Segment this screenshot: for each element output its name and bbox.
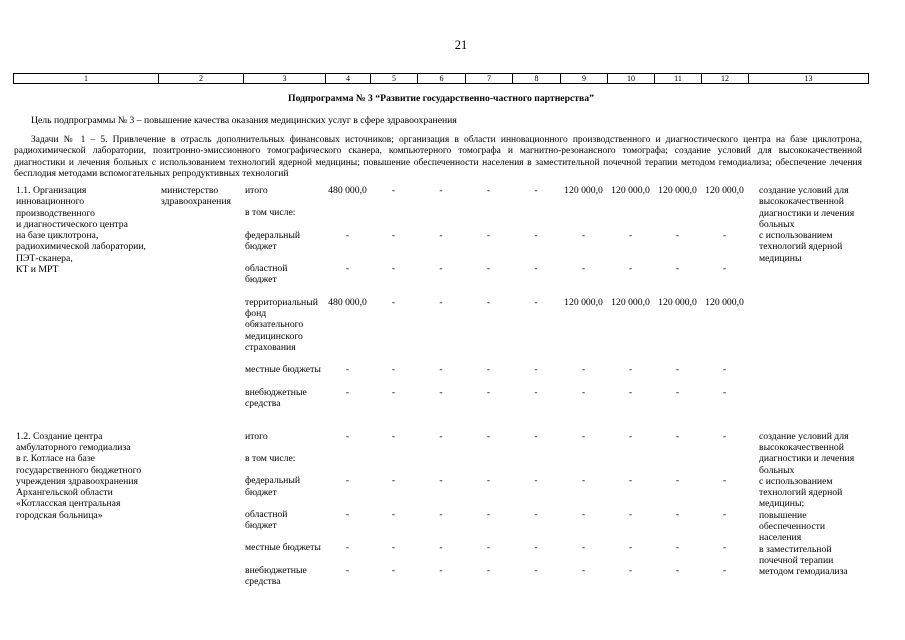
funding-source-line: средства <box>245 397 281 409</box>
funding-value: - <box>345 364 350 376</box>
column-number-cell: 8 <box>512 74 560 83</box>
funding-value: - <box>486 185 491 196</box>
funding-value: - <box>345 542 350 554</box>
expected-result-line: в заместительной <box>759 543 832 555</box>
activity-name-line: городская больница» <box>16 509 103 521</box>
funding-value: - <box>486 386 491 398</box>
column-number-cell: 1 <box>84 74 88 83</box>
funding-value: - <box>534 364 538 376</box>
tasks-line: диагностики и лечения больных с использованием технологий ядерной медицины; повышение обеспеченности населения в заместительной почечной терапии методом гемодиализа; обеспечение лечения <box>14 157 862 168</box>
expected-result-line: больных <box>759 218 795 230</box>
funding-value: - <box>534 564 538 576</box>
funding-value: - <box>391 296 396 308</box>
funding-value: - <box>345 263 350 275</box>
subprogram-title: Подпрограмма № 3 “Развитие государственно-частного партнерства” <box>288 93 594 104</box>
funding-value: - <box>675 386 680 398</box>
funding-value: - <box>439 263 443 275</box>
funding-value: - <box>675 475 680 487</box>
funding-value: - <box>722 229 727 241</box>
funding-value: - <box>486 508 491 520</box>
tasks-line: бесплодия методами вспомогательных репродуктивных технологий <box>14 168 289 179</box>
funding-value: - <box>534 185 538 196</box>
expected-result-line: больных <box>759 464 795 476</box>
funding-value: 120 000,0 <box>705 296 744 308</box>
activity-name-line: в г. Котласе на базе <box>16 453 95 465</box>
expected-result-line: создание условий для <box>759 185 849 196</box>
funding-source-cell <box>243 565 325 599</box>
funding-source-line: федеральный <box>245 475 301 487</box>
executor-cell <box>158 185 243 420</box>
activity-name-line: Архангельской области <box>16 487 113 499</box>
funding-value: - <box>628 364 633 376</box>
expected-result-line: обеспеченности <box>759 521 826 533</box>
funding-value: - <box>345 386 350 398</box>
funding-value: - <box>722 430 727 442</box>
funding-value: 120 000,0 <box>611 185 650 196</box>
activity-name-line: КТ и МРТ <box>16 264 59 276</box>
activity-name-cell <box>14 185 158 420</box>
funding-value: - <box>581 229 586 241</box>
funding-source-cell <box>243 297 325 364</box>
expected-result-line: диагностики и лечения <box>759 453 855 465</box>
funding-value: - <box>581 564 586 576</box>
column-number-cell: 3 <box>243 74 325 83</box>
expected-result-line: высококачественной <box>759 441 844 453</box>
funding-value: - <box>534 475 538 487</box>
expected-result-line: создание условий для <box>759 430 849 442</box>
funding-value: 120 000,0 <box>705 185 744 196</box>
funding-value: - <box>628 229 633 241</box>
expected-result-cell <box>748 431 868 599</box>
funding-source-line: внебюджетные <box>245 564 307 576</box>
column-number-cell: 5 <box>370 74 417 83</box>
funding-value: - <box>486 430 491 442</box>
funding-source-line: бюджет <box>245 486 277 498</box>
page-number: 21 <box>454 38 468 52</box>
funding-value: - <box>581 508 586 520</box>
expected-result-line: населения <box>759 532 802 544</box>
activities-table-body <box>14 185 868 609</box>
activity-name-line: радиохимической лаборатории, <box>16 241 146 253</box>
activity-name-line: учреждения здравоохранения <box>16 475 139 487</box>
funding-value: - <box>391 475 396 487</box>
funding-value: - <box>486 296 491 308</box>
funding-source-line: в том числе: <box>245 207 296 219</box>
activity-name-line: производственного <box>16 207 96 219</box>
funding-value: - <box>439 475 443 487</box>
funding-value: - <box>722 475 727 487</box>
funding-value: - <box>439 508 443 520</box>
expected-result-line: с использованием <box>759 230 833 242</box>
funding-value: - <box>534 386 538 398</box>
funding-value: - <box>534 430 538 442</box>
subprogram-goal: Цель подпрограммы № 3 – повышение качества оказания медицинских услуг в сфере здравоохранения <box>31 115 457 126</box>
executor-line: министерство <box>161 185 219 196</box>
funding-source-line: итого <box>245 430 268 442</box>
funding-value: - <box>581 386 586 398</box>
column-number-cell: 6 <box>417 74 465 83</box>
expected-result-line: медицины <box>759 252 802 264</box>
funding-value: - <box>391 229 396 241</box>
funding-value: - <box>391 430 396 442</box>
funding-value: - <box>628 475 633 487</box>
funding-value: - <box>581 475 586 487</box>
funding-value: - <box>675 229 680 241</box>
funding-value: 120 000,0 <box>564 296 603 308</box>
activity-name-line: ПЭТ-сканера, <box>16 252 73 264</box>
funding-source-cell <box>243 431 325 453</box>
column-number-cell: 12 <box>701 74 748 83</box>
funding-value: - <box>439 564 443 576</box>
funding-value: - <box>391 508 396 520</box>
funding-source-line: страхования <box>245 341 296 353</box>
funding-value: - <box>534 229 538 241</box>
expected-result-line: почечной терапии <box>759 554 834 566</box>
activity-name-line: 1.2. Создание центра <box>16 430 103 442</box>
expected-result-cell <box>748 185 868 420</box>
funding-source-line: местные бюджеты <box>245 542 321 554</box>
column-number-cell: 13 <box>748 74 868 83</box>
activity-section <box>14 431 868 599</box>
funding-value: 120 000,0 <box>611 296 650 308</box>
funding-value: - <box>345 564 350 576</box>
tasks-line: радиохимической лаборатории, позитронно-эмиссионного томографического сканера, компьютерного томографа и магнитно-резонансного томографа; создание условий для высококачественной <box>14 146 862 157</box>
funding-value: 120 000,0 <box>658 185 697 196</box>
funding-source-cell <box>243 364 325 386</box>
funding-value: - <box>628 386 633 398</box>
funding-value: 480 000,0 <box>328 185 367 196</box>
funding-source-line: обязательного <box>245 319 304 331</box>
expected-result-line: технологий ядерной <box>759 241 843 253</box>
column-number-cell: 11 <box>654 74 701 83</box>
activity-section <box>14 185 868 420</box>
activity-name-line: и диагностического центра <box>16 218 128 230</box>
funding-value: - <box>581 364 586 376</box>
column-number-cell: 10 <box>607 74 654 83</box>
funding-value: - <box>439 386 443 398</box>
funding-value: - <box>345 229 350 241</box>
column-number-cell: 7 <box>465 74 512 83</box>
column-numbering-row <box>13 73 869 84</box>
funding-source-line: фонд <box>245 308 267 320</box>
funding-value: - <box>628 508 633 520</box>
funding-value: - <box>439 185 443 196</box>
funding-value: - <box>486 542 491 554</box>
funding-value: - <box>439 296 443 308</box>
activity-name-line: амбулаторного гемодиализа <box>16 441 131 453</box>
funding-value: - <box>486 229 491 241</box>
funding-source-line: областной <box>245 263 288 275</box>
funding-source-cell <box>243 230 325 264</box>
funding-source-cell <box>243 509 325 543</box>
funding-source-line: итого <box>245 185 268 196</box>
funding-source-cell <box>243 207 325 229</box>
funding-value: - <box>486 263 491 275</box>
activity-name-line: инновационного <box>16 196 85 208</box>
expected-result-line: повышение <box>759 509 807 521</box>
activity-name-line: 1.1. Организация <box>16 185 87 196</box>
funding-value: - <box>581 542 586 554</box>
funding-value: - <box>675 508 680 520</box>
funding-value: - <box>345 508 350 520</box>
activity-name-line: «Котласская центральная <box>16 498 121 510</box>
activity-name-line: на базе циклотрона, <box>16 230 99 242</box>
funding-value: - <box>486 475 491 487</box>
expected-result-line: диагностики и лечения <box>759 207 855 219</box>
activity-name-cell <box>14 431 158 599</box>
expected-result-line: технологий ядерной <box>759 487 843 499</box>
funding-source-line: бюджет <box>245 240 277 252</box>
executor-line: здравоохранения <box>161 196 231 208</box>
funding-value: - <box>675 542 680 554</box>
funding-value: - <box>628 430 633 442</box>
funding-value: - <box>391 564 396 576</box>
column-number-cell: 4 <box>325 74 370 83</box>
funding-value: - <box>581 263 586 275</box>
funding-value: - <box>345 430 350 442</box>
funding-source-line: средства <box>245 576 281 588</box>
funding-value: - <box>722 364 727 376</box>
expected-result-line: методом гемодиализа <box>759 566 848 578</box>
funding-value: - <box>534 508 538 520</box>
funding-value: - <box>439 229 443 241</box>
activity-name-line: государственного бюджетного <box>16 464 142 476</box>
funding-value: - <box>391 364 396 376</box>
funding-value: - <box>675 263 680 275</box>
funding-value: - <box>675 564 680 576</box>
funding-source-cell <box>243 263 325 297</box>
funding-value: - <box>439 364 443 376</box>
funding-value: - <box>581 430 586 442</box>
funding-source-line: бюджет <box>245 274 277 286</box>
column-number-cell: 2 <box>158 74 243 83</box>
funding-source-line: внебюджетные <box>245 386 307 398</box>
funding-source-line: бюджет <box>245 520 277 532</box>
funding-value: 120 000,0 <box>564 185 603 196</box>
funding-value: - <box>722 508 727 520</box>
funding-value: - <box>534 542 538 554</box>
funding-value: - <box>391 263 396 275</box>
funding-value: - <box>628 542 633 554</box>
funding-source-line: в том числе: <box>245 452 296 464</box>
funding-value: - <box>486 364 491 376</box>
funding-value: - <box>675 364 680 376</box>
funding-value: - <box>675 430 680 442</box>
funding-value: - <box>391 185 396 196</box>
funding-source-cell <box>243 387 325 421</box>
subprogram-tasks <box>14 135 862 180</box>
expected-result-line: высококачественной <box>759 196 844 208</box>
funding-value: - <box>391 386 396 398</box>
funding-source-line: областной <box>245 508 288 520</box>
funding-value: 120 000,0 <box>658 296 697 308</box>
column-number-cell: 9 <box>560 74 607 83</box>
funding-source-line: федеральный <box>245 229 301 241</box>
funding-value: - <box>534 296 538 308</box>
funding-source-cell <box>243 475 325 509</box>
funding-value: - <box>486 564 491 576</box>
funding-value: - <box>391 542 396 554</box>
funding-source-line: территориальный <box>245 296 318 308</box>
funding-value: - <box>722 564 727 576</box>
funding-source-cell <box>243 453 325 475</box>
funding-value: - <box>534 263 538 275</box>
funding-value: - <box>628 564 633 576</box>
funding-value: - <box>439 430 443 442</box>
funding-value: - <box>722 542 727 554</box>
tasks-line: Задачи № 1 – 5. Привлечение в отрасль дополнительных финансовых источников; организация в области инновационного производственного и диагностического центра на базе циклотрона, <box>31 135 862 145</box>
funding-value: - <box>439 542 443 554</box>
funding-source-line: местные бюджеты <box>245 364 321 376</box>
funding-value: - <box>722 386 727 398</box>
funding-source-cell <box>243 542 325 564</box>
funding-value: 480 000,0 <box>328 296 367 308</box>
funding-source-cell <box>243 185 325 207</box>
expected-result-line: медицины; <box>759 498 805 510</box>
funding-value: - <box>722 263 727 275</box>
expected-result-line: с использованием <box>759 475 833 487</box>
funding-value: - <box>345 475 350 487</box>
funding-value: - <box>628 263 633 275</box>
funding-source-line: медицинского <box>245 330 303 342</box>
